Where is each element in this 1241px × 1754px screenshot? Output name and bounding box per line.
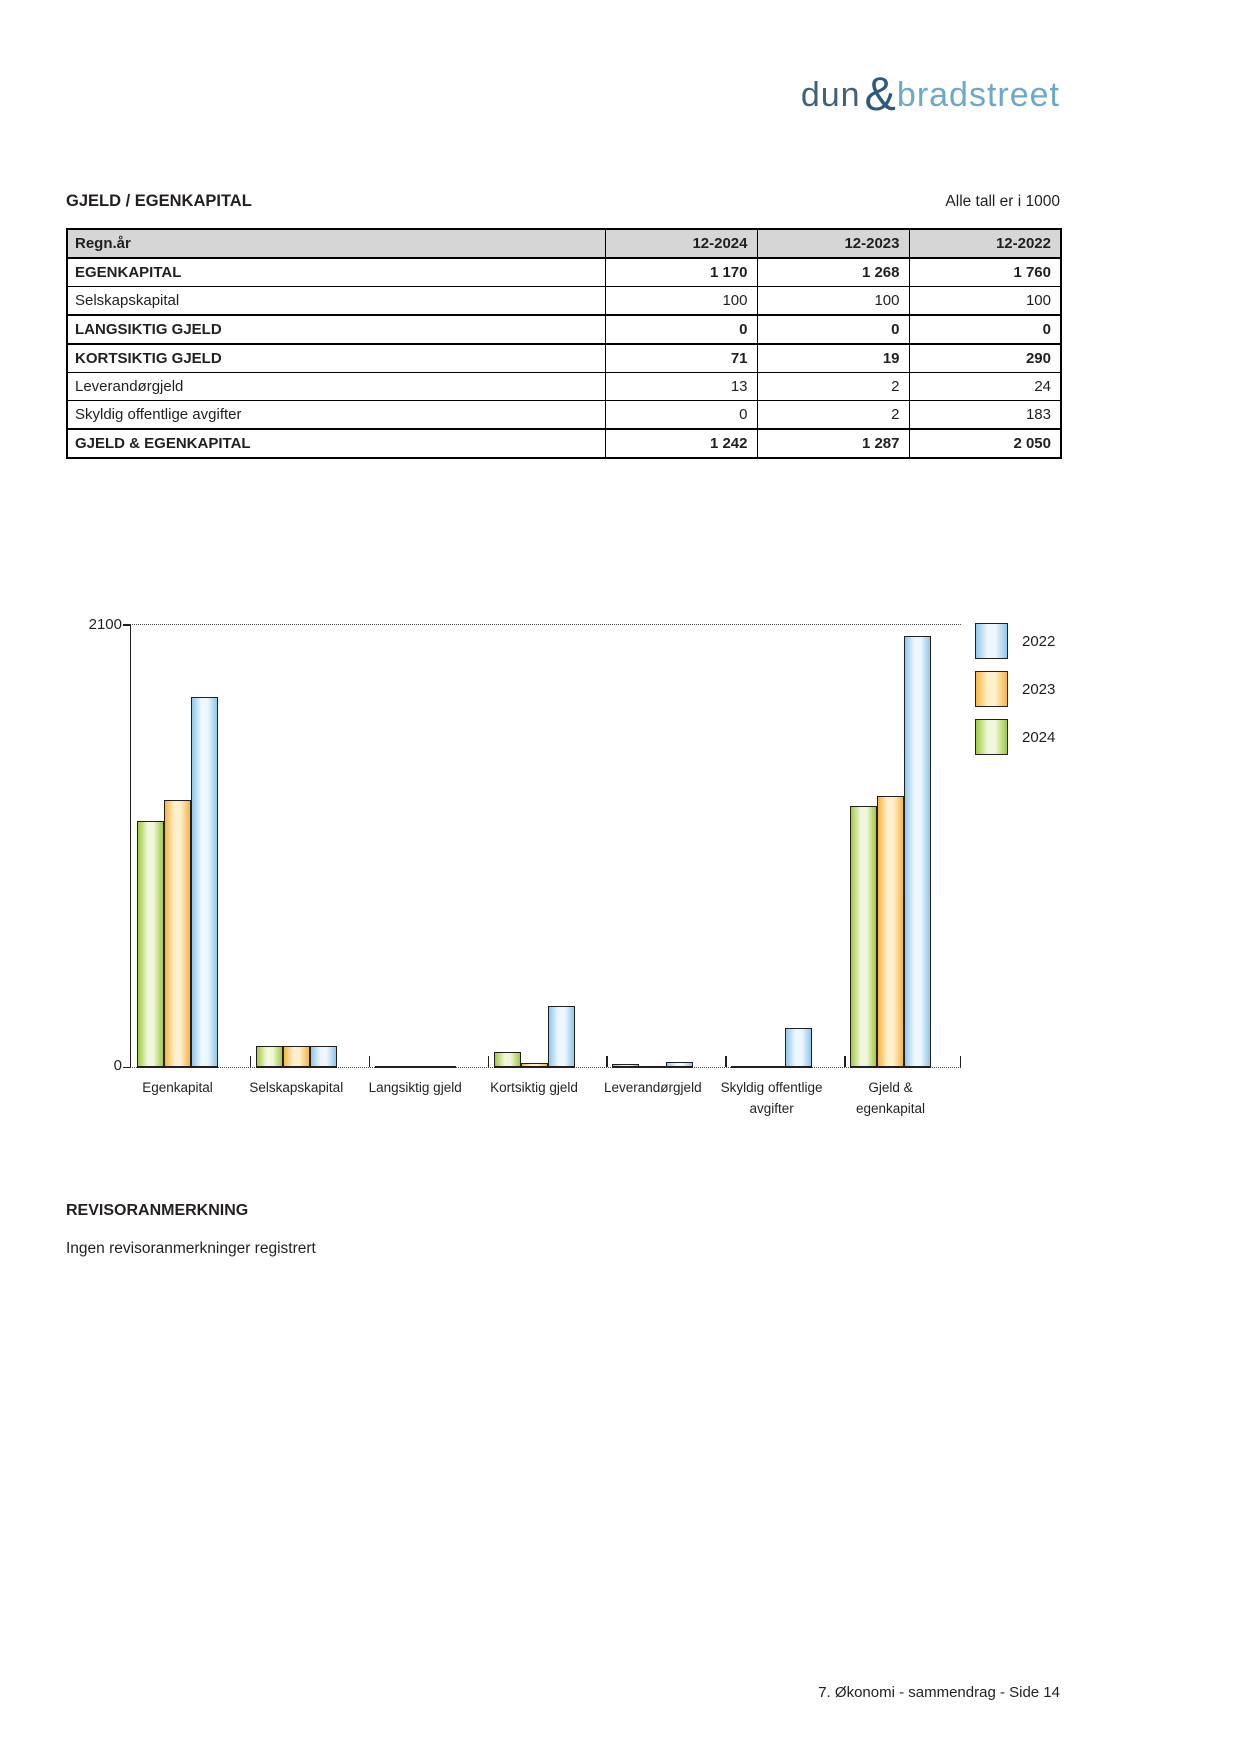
cell-value: 1 287 (757, 429, 909, 458)
cell-value: 290 (909, 344, 1061, 373)
bar-2024-egenkapital (137, 821, 164, 1067)
table-row (67, 315, 1061, 344)
bar-2022-gjeld-egenkapital (904, 636, 931, 1067)
x-axis-label-line: Leverandørgjeld (604, 1080, 702, 1095)
header-row (67, 229, 1061, 258)
baseline-segment (375, 1066, 456, 1068)
cell-value: 19 (757, 344, 909, 373)
auditor-remark-title: REVISORANMERKNING (66, 1202, 249, 1219)
bar-2024-gjeld-egenkapital (850, 806, 877, 1067)
legend-item-2024 (975, 719, 1055, 755)
column-header: 12-2023 (757, 229, 909, 258)
row-label: KORTSIKTIG GJELD (67, 344, 605, 373)
row-label: Leverandørgjeld (67, 373, 605, 401)
units-note: Alle tall er i 1000 (945, 193, 1060, 210)
cell-value: 100 (605, 287, 757, 316)
table-row (67, 401, 1061, 430)
cell-value: 0 (605, 315, 757, 344)
chart-legend (975, 623, 1055, 767)
cell-value: 13 (605, 373, 757, 401)
axis-tick (960, 1056, 962, 1067)
cell-value: 100 (757, 287, 909, 316)
legend-label: 2023 (1022, 680, 1056, 698)
table-row (67, 429, 1061, 458)
cell-value: 0 (605, 401, 757, 430)
x-axis-label-line: Egenkapital (142, 1080, 213, 1095)
cell-value: 1 242 (605, 429, 757, 458)
bar-chart (66, 550, 1060, 1140)
section-title: GJELD / EGENKAPITAL (66, 192, 252, 210)
row-label: EGENKAPITAL (67, 258, 605, 287)
cell-value: 1 760 (909, 258, 1061, 287)
x-axis-label-line: avgifter (749, 1101, 794, 1116)
financial-table (66, 228, 1062, 459)
page-footer: 7. Økonomi - sammendrag - Side 14 (818, 1684, 1060, 1701)
cell-value: 1 268 (757, 258, 909, 287)
dun-bradstreet-logo (800, 67, 1060, 126)
axis-tick (488, 1056, 490, 1067)
y-axis-label-max: 2100 (88, 616, 122, 633)
bar-2022-selskapskapital (310, 1046, 337, 1067)
table-row (67, 258, 1061, 287)
column-header: 12-2022 (909, 229, 1061, 258)
bar-2023-selskapskapital (283, 1046, 310, 1067)
cell-value: 2 050 (909, 429, 1061, 458)
column-header: Regn.år (67, 229, 605, 258)
x-axis-label-line: egenkapital (855, 1101, 926, 1116)
legend-swatch-2024 (975, 719, 1008, 755)
table-header (67, 229, 1061, 258)
logo-text-bradstreet: bradstreet (896, 76, 1060, 114)
x-axis-label-line: Selskapskapital (249, 1080, 344, 1095)
legend-label: 2024 (1022, 728, 1056, 746)
auditor-remark-text: Ingen revisoranmerkninger registrert (66, 1240, 316, 1257)
legend-label: 2022 (1022, 632, 1056, 650)
row-label: Selskapskapital (67, 287, 605, 316)
cell-value: 0 (757, 315, 909, 344)
axis-tick (844, 1056, 846, 1067)
cell-value: 1 170 (605, 258, 757, 287)
axis-tick (725, 1056, 727, 1067)
cell-value: 0 (909, 315, 1061, 344)
axis-tick (250, 1056, 252, 1067)
x-axis-label-line: Kortsiktig gjeld (490, 1080, 578, 1095)
table-body (67, 258, 1061, 458)
legend-item-2022 (975, 623, 1055, 659)
cell-value: 24 (909, 373, 1061, 401)
axis-tick (606, 1056, 608, 1067)
cell-value: 183 (909, 401, 1061, 430)
cell-value: 2 (757, 401, 909, 430)
y-axis-label-zero: 0 (113, 1057, 122, 1074)
legend-item-2023 (975, 671, 1055, 707)
ampersand-icon: & (864, 67, 896, 120)
table-row (67, 287, 1061, 316)
section-header (66, 192, 1060, 211)
bar-2023-kortsiktig-gjeld (521, 1063, 548, 1067)
axis-tick (369, 1056, 371, 1067)
legend-swatch-2022 (975, 623, 1008, 659)
bar-2022-skyldig-offentlige-avgifter (785, 1028, 812, 1067)
bar-2024-kortsiktig-gjeld (494, 1052, 521, 1067)
legend-swatch-2023 (975, 671, 1008, 707)
cell-value: 71 (605, 344, 757, 373)
bar-2022-leverandørgjeld (666, 1062, 693, 1067)
bar-2024-leverandørgjeld (612, 1064, 639, 1067)
bar-2022-egenkapital (191, 697, 218, 1067)
cell-value: 100 (909, 287, 1061, 316)
bar-2024-selskapskapital (256, 1046, 283, 1067)
table-row (67, 344, 1061, 373)
cell-value: 2 (757, 373, 909, 401)
row-label: LANGSIKTIG GJELD (67, 315, 605, 344)
bar-2022-kortsiktig-gjeld (548, 1006, 575, 1067)
x-axis-label-line: Gjeld & (868, 1080, 913, 1095)
logo-text-dun: dun (800, 76, 861, 114)
bar-2023-gjeld-egenkapital (877, 796, 904, 1067)
column-header: 12-2024 (605, 229, 757, 258)
row-label: Skyldig offentlige avgifter (67, 401, 605, 430)
x-axis-label (806, 1077, 976, 1119)
bar-2023-egenkapital (164, 800, 191, 1067)
table-row (67, 373, 1061, 401)
row-label: GJELD & EGENKAPITAL (67, 429, 605, 458)
x-axis-label-line: Skyldig offentlige (720, 1080, 823, 1095)
chart-plot-area (130, 624, 961, 1116)
x-axis-label-line: Langsiktig gjeld (368, 1080, 462, 1095)
